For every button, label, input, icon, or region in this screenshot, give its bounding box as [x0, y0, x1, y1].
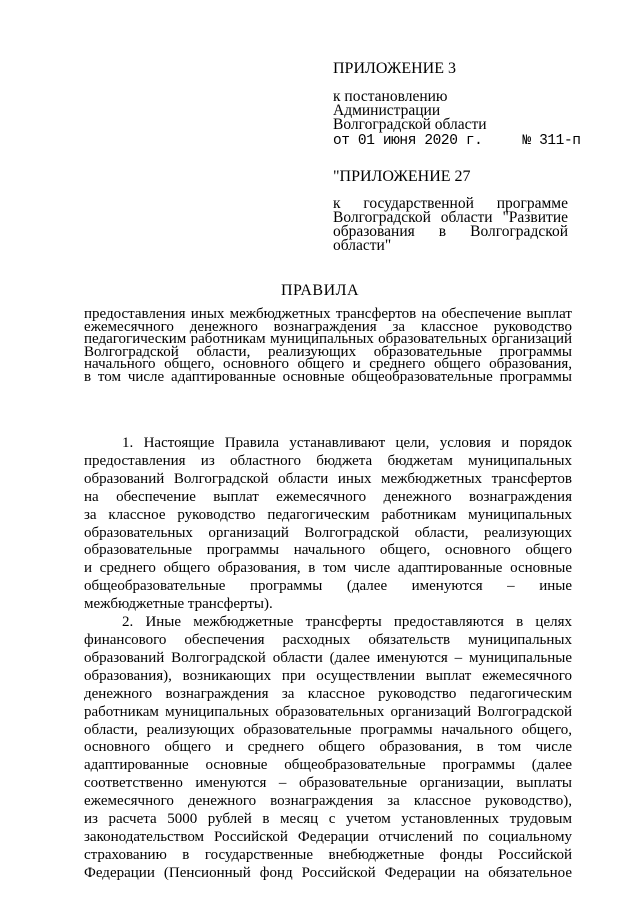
paragraph-1-line: образовательных организаций Волгоградской области, реализующих: [84, 524, 572, 541]
paragraph-1-line: общеобразовательные программы (далее именуются – иные: [84, 578, 572, 595]
subtitle-line: ежемесячного денежного вознаграждения за классное руководство: [84, 318, 572, 335]
paragraph-1-line: 1. Настоящие Правила устанавливают цели, условия и порядок: [122, 435, 572, 451]
appendix-label: ПРИЛОЖЕНИЕ 3: [333, 60, 457, 77]
decree-date-line: [333, 133, 581, 149]
paragraph-2-line: денежного вознаграждения за классное руководство педагогическим: [84, 685, 572, 702]
paragraph-1-line: образований Волгоградской области иных межбюджетных трансфертов: [84, 470, 572, 487]
paragraph-1-line: предоставления из областного бюджета бюджетам муниципальных: [84, 452, 572, 469]
paragraph-2-line: Федерации (Пенсионный фонд Российской Федерации на обязательное: [84, 864, 572, 881]
paragraph-1-line: и среднего общего образования, в том числе адаптированные основные: [84, 560, 572, 577]
paragraph-2-line: области, реализующих образовательные программы начального общего,: [84, 721, 572, 738]
paragraph-2-line: ежемесячного денежного вознаграждения за классное руководство),: [84, 793, 572, 810]
number-sign: №: [522, 133, 531, 149]
paragraph-2-line: 2. Иные межбюджетные трансферты предоставляются в целях: [122, 614, 572, 631]
paragraph-2-line: образований Волгоградской области (далее именуются – муниципальные: [84, 649, 572, 666]
document-subtitle: [84, 308, 572, 384]
paragraph-2-line: из расчета 5000 рублей в месяц с учетом установленных трудовым: [84, 811, 572, 828]
paragraph-1-line: на обеспечение выплат ежемесячного денежного вознаграждения: [84, 488, 572, 505]
paragraph-2-line: соответственно именуются – образовательные организации, выплаты: [84, 775, 572, 792]
subtitle-line: педагогическим работникам муниципальных образовательных организаций: [84, 331, 572, 348]
decree-line: Волгоградской области: [333, 116, 487, 133]
document-body: [84, 435, 572, 883]
program-line: Волгоградской области "Развитие: [333, 209, 568, 226]
paragraph-2-line: основного общего и среднего общего образования, в том числе: [84, 739, 572, 756]
decree-reference: [333, 90, 568, 132]
paragraph-2-line: финансового обеспечения расходных обязательств муниципальных: [84, 631, 572, 648]
appendix27-label: "ПРИЛОЖЕНИЕ 27: [333, 168, 471, 185]
decree-date: 01 июня 2020 г.: [357, 133, 483, 149]
decree-line: к постановлению: [333, 88, 448, 105]
subtitle-line: в том числе адаптированные основные общеобразовательные программы: [84, 368, 572, 385]
paragraph-1-line: межбюджетные трансферты).: [84, 596, 273, 613]
paragraph-1-line: за классное руководство педагогическим работникам муниципальных: [84, 506, 572, 523]
decree-number: 311-п: [539, 133, 581, 149]
paragraph-2-line: образования), возникающих при осуществлении выплат ежемесячного: [84, 667, 572, 684]
subtitle-line: начального общего, основного общего и среднего общего образования,: [84, 356, 572, 373]
paragraph-1-line: образовательные программы начального общего, основного общего: [84, 542, 572, 559]
paragraph-2-line: законодательством Российской Федерации отчислений по социальному: [84, 828, 572, 845]
document-title: ПРАВИЛА: [280, 282, 360, 299]
paragraph-2-line: адаптированные основные общеобразовательные программы (далее: [84, 757, 572, 774]
date-prefix: от: [333, 133, 350, 149]
subtitle-line: предоставления иных межбюджетных трансфертов на обеспечение выплат: [84, 306, 572, 322]
program-reference: [333, 197, 568, 253]
program-line: образования в Волгоградской области": [333, 223, 568, 254]
paragraph-2-line: страхованию в государственные внебюджетные фонды Российской: [84, 846, 572, 863]
subtitle-line: Волгоградской области, реализующих образовательные программы: [84, 343, 572, 360]
decree-line: Администрации: [333, 102, 441, 119]
program-line: к государственной программе: [333, 195, 568, 212]
paragraph-2-line: работникам муниципальных образовательных организаций Волгоградской: [84, 703, 572, 720]
